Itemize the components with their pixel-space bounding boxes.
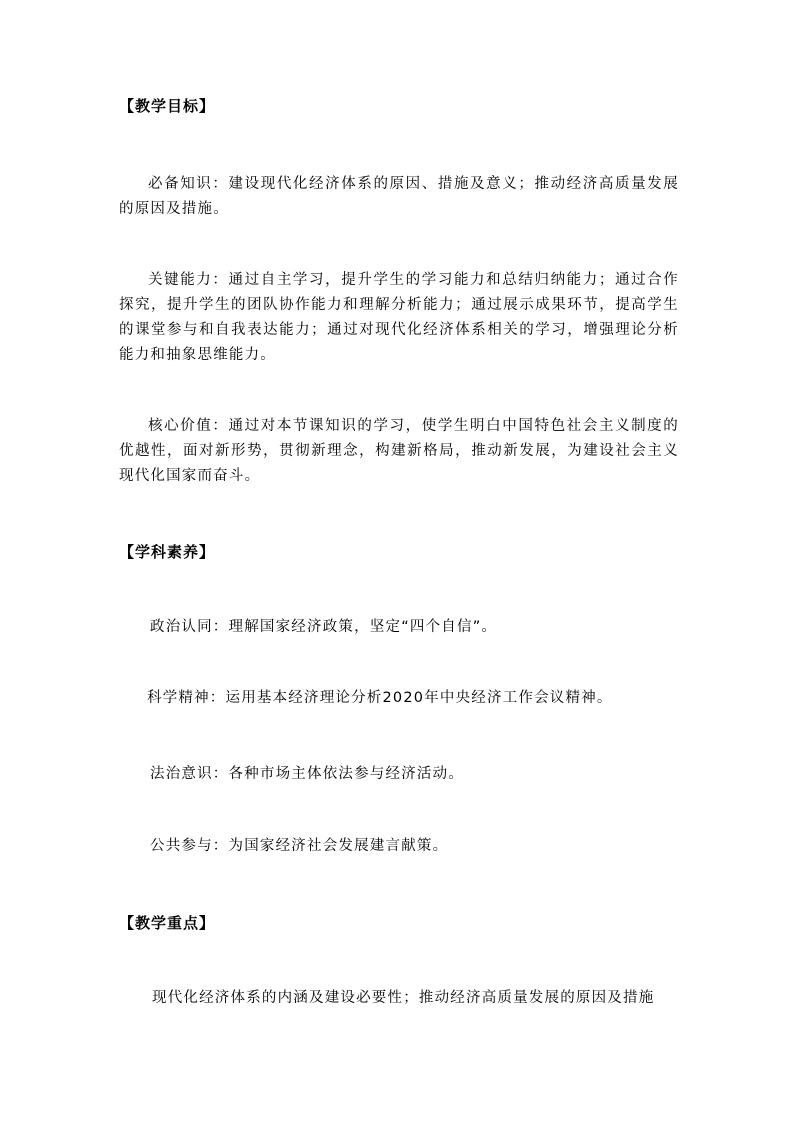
literacy-public-participation: 公共参与：为国家经济社会发展建言献策。 [150,838,449,854]
teaching-focus-content: 现代化经济体系的内涵及建设必要性；推动经济高质量发展的原因及措施 [152,990,655,1006]
heading-teaching-focus: 【教学重点】 [119,914,216,932]
paragraph-core-values: 核心价值：通过对本节课知识的学习，使学生明白中国特色社会主义制度的优越性，面对新形势，贯彻新理念，构建新格局，推动新发展，为建设社会主义现代化国家而奋斗。 [119,418,679,484]
paragraph-key-abilities: 关键能力：通过自主学习，提升学生的学习能力和总结归纳能力；通过合作探究，提升学生的团队协作能力和理解分析能力；通过展示成果环节，提高学生的课堂参与和自我表达能力；通过对现代化经济体系相关的学习，增强理论分析能力和抽象思维能力。 [119,272,679,363]
paragraph-essential-knowledge: 必备知识：建设现代化经济体系的原因、措施及意义；推动经济高质量发展的原因及措施。 [119,176,679,217]
literacy-rule-of-law: 法治意识：各种市场主体依法参与经济活动。 [150,766,464,782]
heading-subject-literacy: 【学科素养】 [119,543,216,561]
literacy-political-identity: 政治认同：理解国家经济政策，坚定“四个自信”。 [150,619,498,635]
literacy-scientific-spirit: 科学精神：运用基本经济理论分析2020年中央经济工作会议精神。 [147,690,613,706]
heading-teaching-objectives: 【教学目标】 [119,97,216,115]
